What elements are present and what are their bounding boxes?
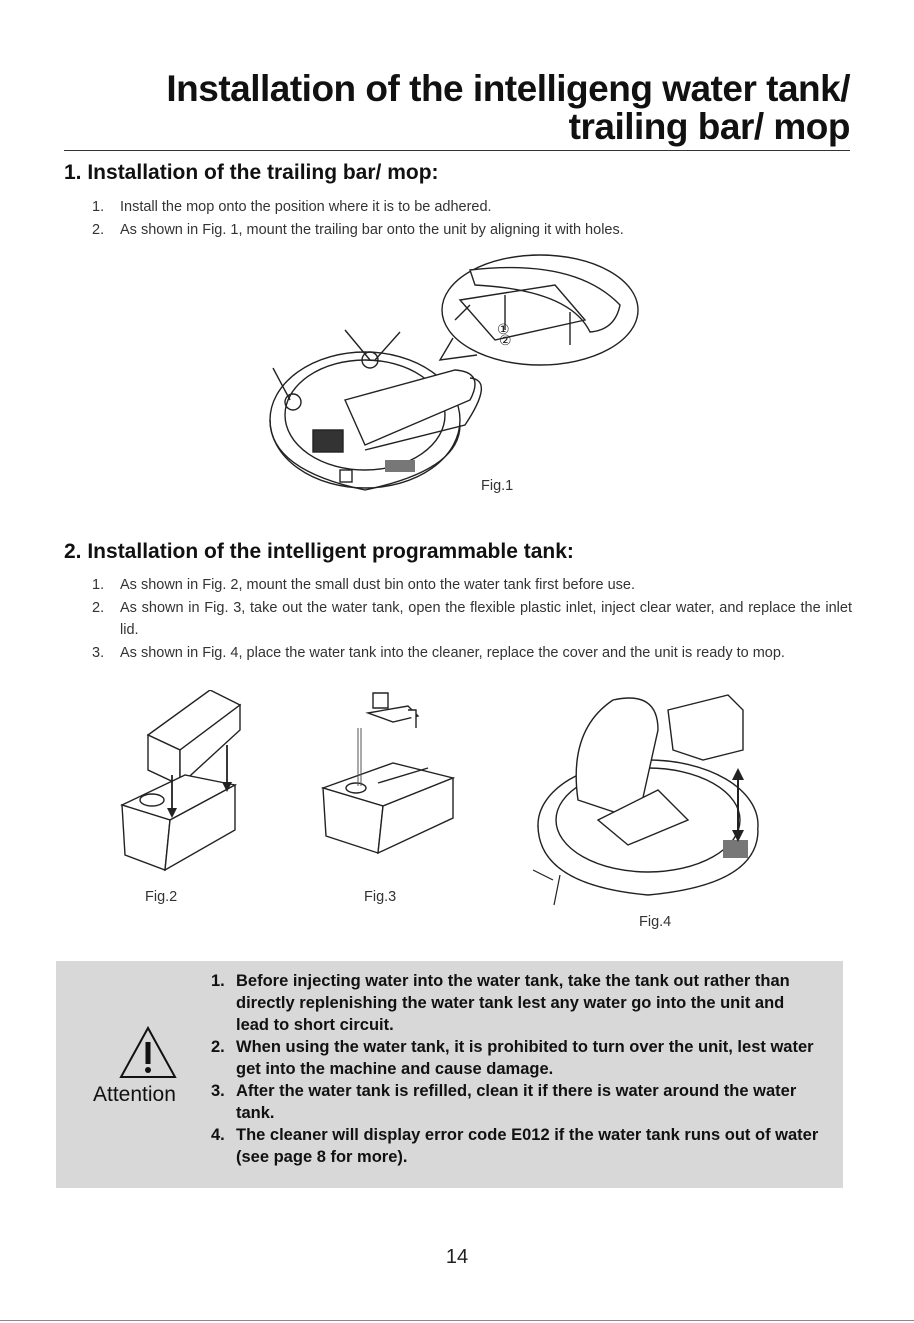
warning-triangle-icon [118, 1025, 178, 1081]
list-item: 1. As shown in Fig. 2, mount the small dust bin onto the water tank first before use. [92, 577, 636, 593]
page-title [50, 70, 850, 146]
list-item: 1. Install the mop onto the position where it is to be adhered. [92, 199, 492, 215]
list-item: 3. After the water tank is refilled, clean it if there is water around the water tank. [211, 1082, 797, 1122]
list-item: 1. Before injecting water into the water tank, take the tank out rather than directly replenishing the water tank lest any water go into the unit and lead to short circuit. [211, 972, 790, 1034]
fig-4-label: Fig.4 [639, 914, 672, 930]
bottom-divider [0, 1320, 914, 1321]
attention-label: Attention [93, 1083, 176, 1106]
page-title-line-2: trailing bar/ mop [568, 106, 850, 147]
attention-list [211, 970, 821, 1168]
list-item: 4. The cleaner will display error code E012 if the water tank runs out of water (see page 8 for more). [211, 1126, 819, 1166]
fig-2-illustration [110, 690, 250, 875]
section-2-steps [92, 574, 852, 664]
section-1-steps [92, 196, 852, 241]
fig-3-illustration [318, 688, 463, 858]
fig-1-label: Fig.1 [481, 478, 514, 494]
list-item: 2. As shown in Fig. 3, take out the water tank, open the flexible plastic inlet, inject clear water, and replace the inlet lid. [92, 599, 852, 638]
fig-2-label: Fig.2 [145, 889, 178, 905]
section-2-heading: 2. Installation of the intelligent programmable tank: [64, 540, 574, 563]
list-item: 2. As shown in Fig. 1, mount the trailing bar onto the unit by aligning it with holes. [92, 221, 624, 238]
list-item: 2. When using the water tank, it is prohibited to turn over the unit, lest water get into the machine and cause damage. [211, 1038, 814, 1078]
page-number: 14 [445, 1246, 469, 1268]
page-title-line-1: Installation of the intelligeng water tank/ [166, 68, 850, 109]
fig-1-illustration [255, 250, 645, 500]
fig-4-illustration [528, 670, 768, 910]
section-1-heading: 1. Installation of the trailing bar/ mop: [64, 161, 439, 184]
fig-3-label: Fig.3 [364, 889, 397, 905]
title-divider [64, 150, 850, 151]
list-item: 3. As shown in Fig. 4, place the water tank into the cleaner, replace the cover and the unit is ready to mop. [92, 644, 785, 661]
fig-1-callout-1: ① [497, 322, 510, 338]
fig-1-callout-2: ② [499, 333, 512, 349]
